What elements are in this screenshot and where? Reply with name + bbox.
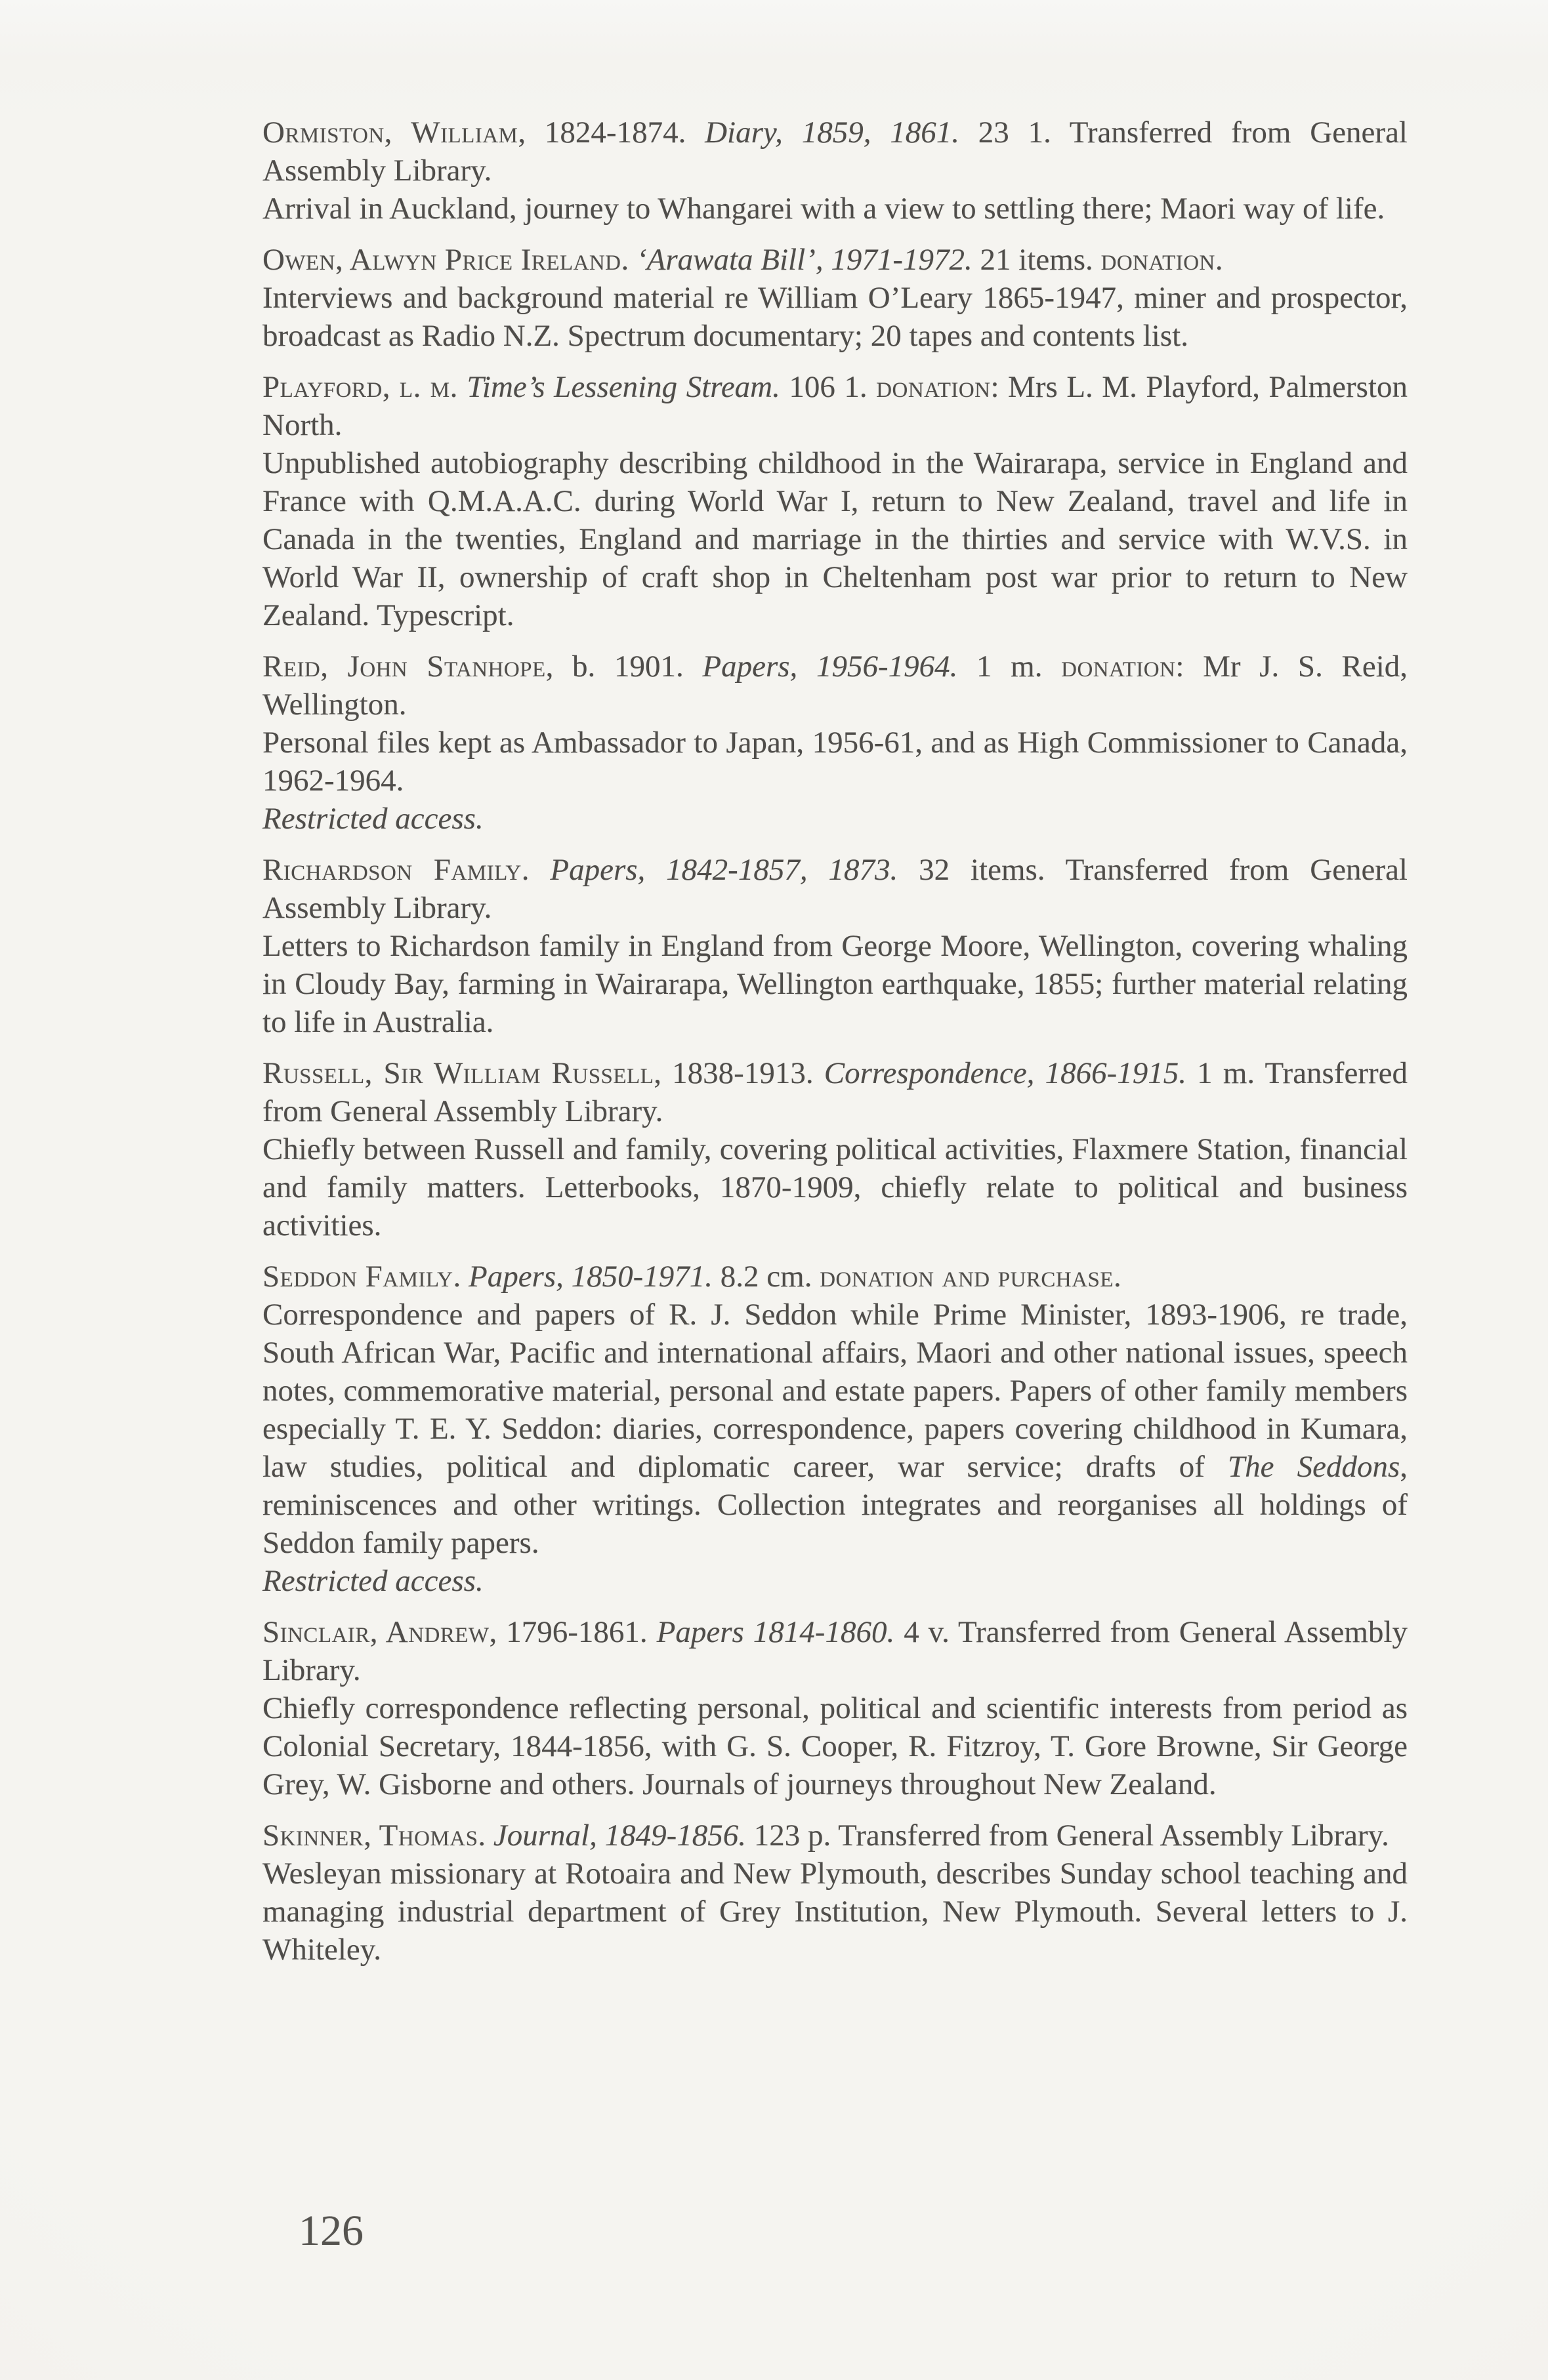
entry-italic-text: Papers, 1956-1964. [702, 649, 958, 684]
entry-smallcaps-text: Reid, John Stanhope [262, 649, 546, 684]
entry-smallcaps-text: Owen, Alwyn Price Ireland [262, 243, 621, 277]
entry-description [262, 1689, 1408, 1803]
entry-heading [262, 1054, 1408, 1130]
entry-smallcaps-text: Richardson Family [262, 853, 522, 887]
entry-smallcaps-text: donation [1100, 243, 1215, 277]
catalog-entry-ormiston-william [262, 113, 1408, 228]
entry-italic-text: Time’s Lessening Stream. [467, 370, 780, 404]
entry-smallcaps-text: donation [876, 370, 991, 404]
catalog-entry-owen-alwyn-price-ireland [262, 241, 1408, 355]
entry-heading [262, 1613, 1408, 1689]
catalog-entry-russell-sir-william-russell [262, 1054, 1408, 1244]
entry-italic-text: Diary, 1859, 1861. [705, 115, 959, 150]
entry-text: . [453, 1260, 469, 1294]
entry-description [262, 279, 1408, 355]
catalog-entry-playford-l-m [262, 368, 1408, 634]
entry-text: 4 v. Transferred from General Assembly Library. [262, 1615, 1408, 1687]
entry-heading [262, 1258, 1408, 1296]
entry-italic-text: Journal, 1849-1856. [493, 1818, 747, 1853]
entry-description [262, 927, 1408, 1041]
catalog-entry-skinner-thomas [262, 1816, 1408, 1969]
entry-text: Interviews and background material re William O’Leary 1865-1947, miner and prospector, broadcast as Radio N.Z. Spectrum documentary; 20 tapes and contents list. [262, 281, 1408, 353]
entry-heading [262, 368, 1408, 444]
entry-description [262, 1296, 1408, 1562]
entry-smallcaps-text: Sinclair, Andrew [262, 1615, 490, 1649]
entry-heading [262, 647, 1408, 724]
entry-heading [262, 113, 1408, 190]
entry-italic-text: Restricted access. [262, 1564, 484, 1598]
catalog-entry-seddon-family [262, 1258, 1408, 1600]
entry-text: 23 1. Transferred from General Assembly Library. [262, 115, 1408, 188]
entry-text: . [521, 853, 551, 887]
entry-text: Correspondence and papers of R. J. Seddon while Prime Minister, 1893-1906, re trade, South African War, Pacific and international affairs, Maori and other national issues, speech notes, commemorative material, personal and estate papers. Papers of other family members especially T. E. Y. Seddon: diaries, correspondence, papers covering childhood in Kumara, law studies, political and diplomatic career, war service; drafts of [262, 1298, 1408, 1484]
entry-text: : Mr J. S. Reid, Wellington. [262, 649, 1408, 722]
entry-smallcaps-text: Skinner, Thomas [262, 1818, 478, 1853]
entry-description [262, 444, 1408, 634]
entry-restricted-access-note [262, 800, 1408, 838]
entry-text: , 1824-1874. [518, 115, 705, 150]
entry-italic-text: Papers, 1850-1971. [468, 1260, 713, 1294]
entry-smallcaps-text: donation and purchase [820, 1260, 1114, 1294]
entry-smallcaps-text: Seddon Family [262, 1260, 453, 1294]
entry-italic-text: Restricted access. [262, 802, 484, 836]
entry-text: , 1838-1913. [654, 1056, 824, 1090]
entry-text: , b. 1901. [545, 649, 703, 684]
entry-smallcaps-text: donation [1061, 649, 1176, 684]
entry-text: Wesleyan missionary at Rotoaira and New Plymouth, describes Sunday school teaching and managing industrial department of Grey Institution, New Plymouth. Several letters to J. Whiteley. [262, 1857, 1408, 1967]
entry-text: . [478, 1818, 493, 1853]
entry-text: Chiefly between Russell and family, covering political activities, Flaxmere Station, financial and family matters. Letterbooks, 1870-1909, chiefly relate to political and business activities. [262, 1132, 1408, 1242]
entry-text: . [621, 243, 637, 277]
entry-text: , 1796-1861. [489, 1615, 657, 1649]
entry-description [262, 1855, 1408, 1969]
entry-text: Personal files kept as Ambassador to Japan, 1956-61, and as High Commissioner to Canada, 1962-1964. [262, 726, 1408, 798]
catalog-entry-reid-john-stanhope [262, 647, 1408, 838]
entry-description [262, 724, 1408, 800]
entry-text: Unpublished autobiography describing childhood in the Wairarapa, service in England and France with Q.M.A.A.C. during World War I, return to New Zealand, travel and life in Canada in the twenties, England and marriage in the thirties and service with W.V.S. in World War II, ownership of craft shop in Cheltenham post war prior to return to New Zealand. Typescript. [262, 446, 1408, 632]
entry-heading [262, 241, 1408, 279]
catalog-entry-richardson-family [262, 851, 1408, 1041]
entry-text: 1 m. Transferred from General Assembly Library. [262, 1056, 1408, 1128]
entry-text: 1 m. [957, 649, 1062, 684]
entry-restricted-access-note [262, 1562, 1408, 1600]
entry-text: 106 1. [780, 370, 877, 404]
entry-italic-text: The Seddons [1228, 1450, 1400, 1484]
page-number: 126 [299, 2207, 364, 2255]
entry-text: 8.2 cm. [713, 1260, 820, 1294]
entry-text: Chiefly correspondence reflecting personal, political and scientific interests from period as Colonial Secretary, 1844-1856, with G. S. Cooper, R. Fitzroy, T. Gore Browne, Sir George Grey, W. Gisborne and others. Journals of journeys throughout New Zealand. [262, 1691, 1408, 1801]
catalog-entry-list [262, 113, 1408, 1982]
entry-italic-text: Papers 1814-1860. [656, 1615, 895, 1649]
entry-text: . [1215, 243, 1223, 277]
entry-heading [262, 851, 1408, 927]
entry-text: , reminiscences and other writings. Collection integrates and reorganises all holdings of Seddon family papers. [262, 1450, 1408, 1560]
entry-italic-text: Papers, 1842-1857, 1873. [550, 853, 898, 887]
entry-smallcaps-text: Playford, l. m. [262, 370, 458, 404]
entry-italic-text: Correspondence, 1866-1915. [824, 1056, 1187, 1090]
entry-text: 123 p. Transferred from General Assembly Library. [746, 1818, 1389, 1853]
entry-text [458, 370, 467, 404]
entry-text: 32 items. Transferred from General Assembly Library. [262, 853, 1408, 925]
entry-text: Letters to Richardson family in England from George Moore, Wellington, covering whaling in Cloudy Bay, farming in Wairarapa, Wellington earthquake, 1855; further material relating to life in Australia. [262, 929, 1408, 1039]
entry-italic-text: ‘Arawata Bill’, 1971-1972. [636, 243, 973, 277]
entry-heading [262, 1816, 1408, 1855]
entry-text: Arrival in Auckland, journey to Whangarei with a view to settling there; Maori way of life. [262, 192, 1385, 226]
entry-description [262, 190, 1408, 228]
entry-description [262, 1130, 1408, 1244]
entry-smallcaps-text: Russell, Sir William Russell [262, 1056, 654, 1090]
entry-text: . [1113, 1260, 1121, 1294]
entry-smallcaps-text: Ormiston, William [262, 115, 518, 150]
catalog-entry-sinclair-andrew [262, 1613, 1408, 1803]
entry-text: : Mrs L. M. Playford, Palmerston North. [262, 370, 1408, 442]
entry-text: 21 items. [972, 243, 1101, 277]
